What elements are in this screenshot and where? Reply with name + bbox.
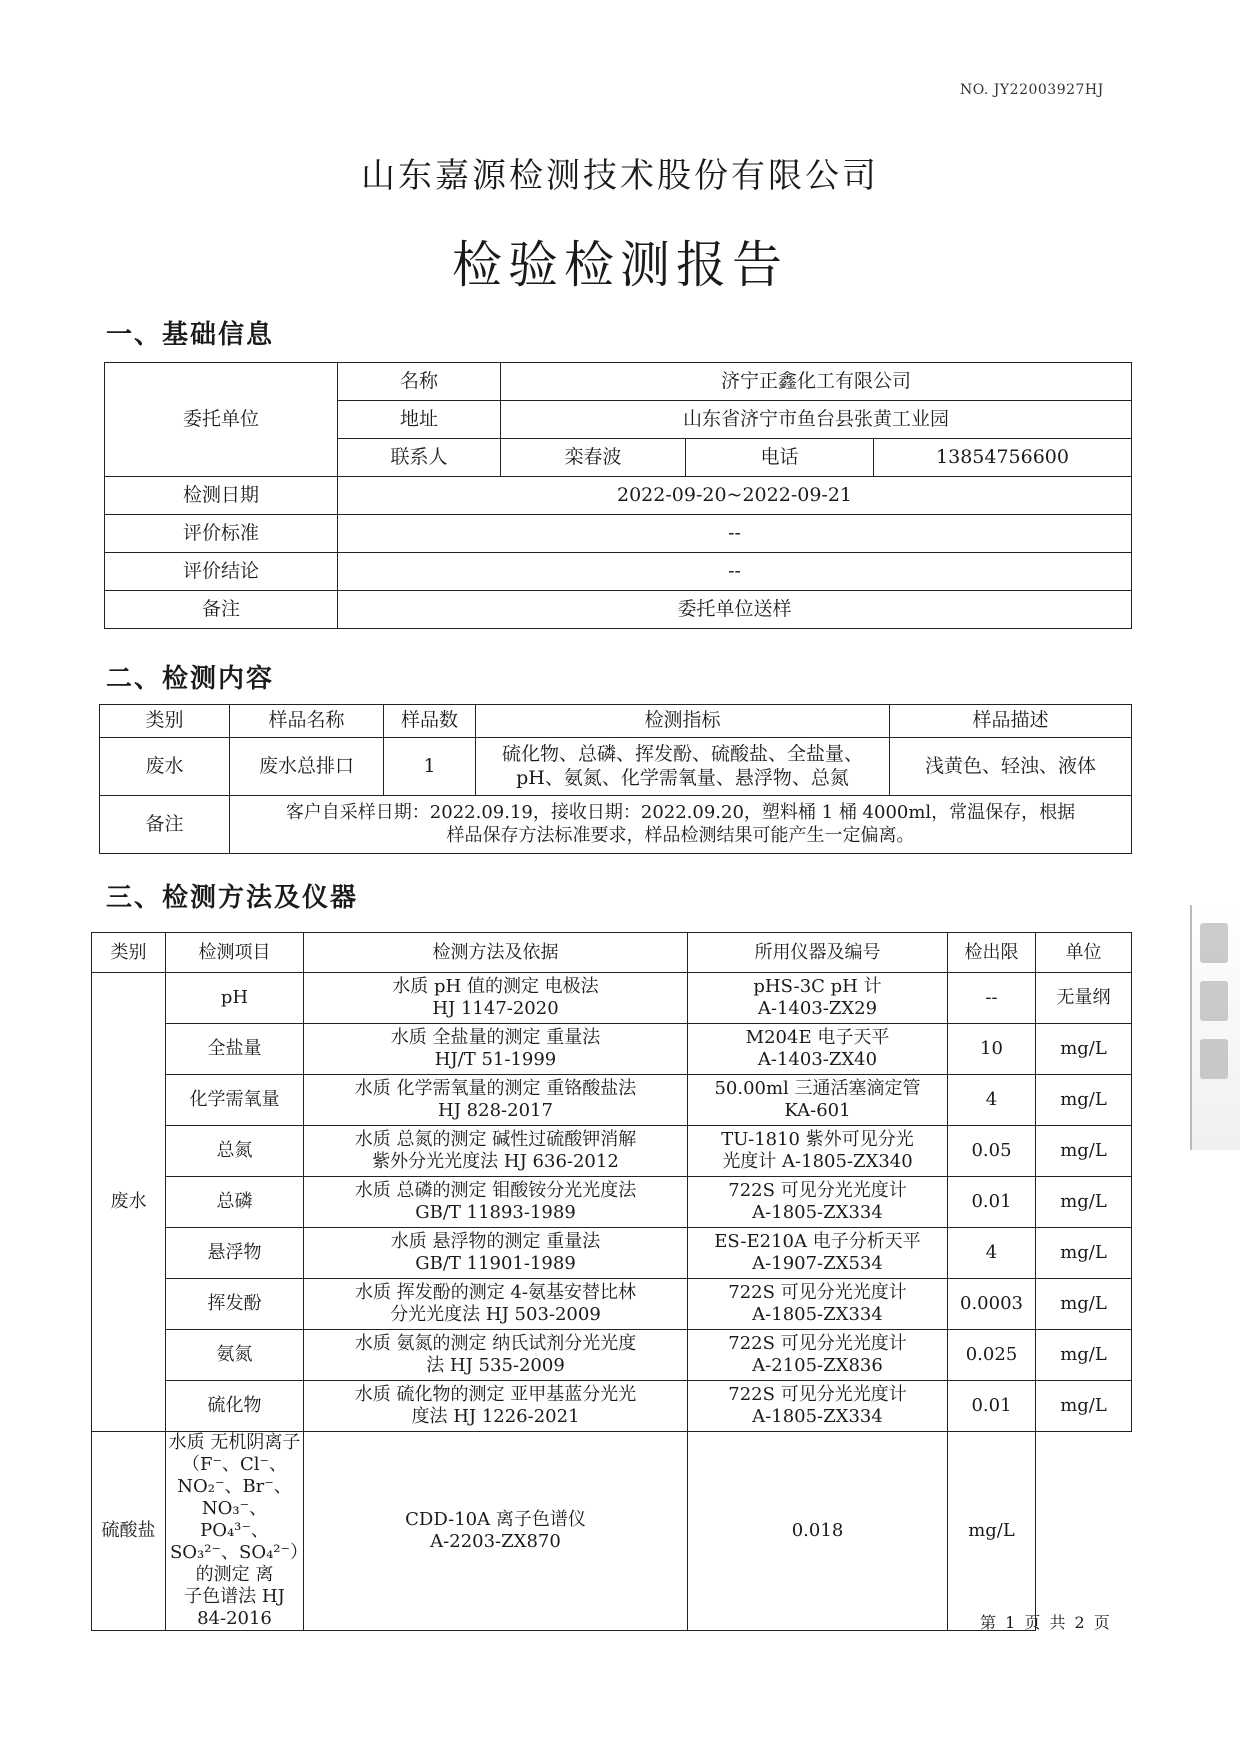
method-line: 水质 氨氮的测定 纳氏试剂分光光度 — [354, 1333, 637, 1355]
method-unit: 无量纲 — [1036, 973, 1132, 1024]
indicators-line-1: 硫化物、总磷、挥发酚、硫酸盐、全盐量、 — [501, 742, 863, 765]
methods-table — [91, 932, 1132, 1631]
content-table — [99, 704, 1132, 854]
content-indicators — [476, 738, 890, 796]
instrument-line: CDD-10A 离子色谱仪 — [405, 1508, 586, 1530]
instrument-line: 50.00ml 三通活塞滴定管 — [714, 1078, 921, 1100]
method-limit: 10 — [948, 1024, 1036, 1075]
methods-header-method: 检测方法及依据 — [304, 933, 688, 973]
contact-value: 栾春波 — [501, 439, 686, 477]
address-value: 山东省济宁市鱼台县张黄工业园 — [501, 401, 1132, 439]
address-label: 地址 — [338, 401, 501, 439]
methods-header-unit: 单位 — [1036, 933, 1132, 973]
method-item: pH — [166, 973, 304, 1024]
instrument-line: 光度计 A-1805-ZX340 — [722, 1151, 913, 1172]
method-standard — [304, 1177, 688, 1228]
method-item: 化学需氧量 — [166, 1075, 304, 1126]
method-line: HJ 828-2017 — [438, 1100, 553, 1121]
instrument-line: A-1805-ZX334 — [752, 1304, 883, 1325]
report-title: 检验检测报告 — [452, 236, 788, 294]
method-standard — [304, 1279, 688, 1330]
method-item: 挥发酚 — [166, 1279, 304, 1330]
method-item: 硫化物 — [166, 1381, 304, 1432]
methods-header-category: 类别 — [92, 933, 166, 973]
method-limit: 0.05 — [948, 1126, 1036, 1177]
method-unit: mg/L — [1036, 1330, 1132, 1381]
instrument-line: 722S 可见分光光度计 — [728, 1333, 907, 1355]
methods-rows — [92, 973, 1132, 1432]
method-limit: -- — [948, 973, 1036, 1024]
contact-label: 联系人 — [338, 439, 501, 477]
method-unit: mg/L — [1036, 1228, 1132, 1279]
method-row — [92, 1177, 1132, 1228]
content-header-count: 样品数 — [384, 705, 476, 738]
method-line: 水质 挥发酚的测定 4-氨基安替比林 — [355, 1282, 636, 1304]
method-category: 废水 — [92, 973, 166, 1432]
methods-header-instrument: 所用仪器及编号 — [688, 933, 948, 973]
edge-stamp-mark — [1190, 905, 1240, 1150]
method-item: 氨氮 — [166, 1330, 304, 1381]
method-line: GB/T 11901-1989 — [415, 1253, 576, 1274]
client-label: 委托单位 — [105, 363, 338, 477]
method-line: 法 HJ 535-2009 — [426, 1355, 565, 1376]
method-standard — [304, 1381, 688, 1432]
method-row — [92, 1330, 1132, 1381]
standard-label: 评价标准 — [105, 515, 338, 553]
method-standard — [304, 1024, 688, 1075]
method-unit: mg/L — [1036, 1126, 1132, 1177]
indicators-line-2: pH、氨氮、化学需氧量、悬浮物、总氮 — [516, 766, 849, 789]
method-line: 子色谱法 HJ 84-2016 — [184, 1585, 285, 1629]
page-number: 第 1 页 共 2 页 — [980, 1613, 1112, 1632]
method-row — [92, 1024, 1132, 1075]
instrument-line: A-1907-ZX534 — [752, 1253, 883, 1274]
method-line: 水质 总氮的测定 碱性过硫酸钾消解 — [354, 1129, 637, 1151]
instrument-line: A-2203-ZX870 — [430, 1530, 561, 1552]
method-line: NO₃⁻、PO₄³⁻、SO₃²⁻、SO₄²⁻）的测定 离 — [169, 1497, 300, 1585]
method-standard — [304, 1228, 688, 1279]
method-line: 水质 全盐量的测定 重量法 — [390, 1027, 601, 1049]
instrument-line: pHS-3C pH 计 — [753, 976, 882, 998]
methods-header-item: 检测项目 — [166, 933, 304, 973]
remark-label: 备注 — [105, 591, 338, 629]
method-standard — [166, 1432, 304, 1631]
method-item: 全盐量 — [166, 1024, 304, 1075]
methods-header-limit: 检出限 — [948, 933, 1036, 973]
method-line: HJ 1147-2020 — [432, 998, 559, 1019]
method-instrument — [688, 1381, 948, 1432]
section-content: 二、检测内容 — [106, 664, 275, 694]
phone-value: 13854756600 — [874, 439, 1132, 477]
method-row — [92, 973, 1132, 1024]
content-remark-line-2: 样品保存方法标准要求，样品检测结果可能产生一定偏离。 — [446, 824, 915, 846]
instrument-line: TU-1810 紫外可见分光 — [721, 1129, 914, 1151]
method-limit: 0.018 — [688, 1432, 948, 1631]
section-methods: 三、检测方法及仪器 — [106, 883, 359, 913]
method-instrument — [688, 1024, 948, 1075]
method-line: HJ/T 51-1999 — [434, 1049, 557, 1070]
method-line: 水质 总磷的测定 钼酸铵分光光度法 — [354, 1180, 637, 1202]
method-instrument — [688, 1330, 948, 1381]
date-label: 检测日期 — [105, 477, 338, 515]
method-instrument — [688, 1279, 948, 1330]
method-limit: 0.01 — [948, 1381, 1036, 1432]
method-row — [92, 1228, 1132, 1279]
method-line: 水质 化学需氧量的测定 重铬酸盐法 — [354, 1078, 637, 1100]
method-line: 水质 pH 值的测定 电极法 — [392, 976, 599, 998]
method-line: 水质 硫化物的测定 亚甲基蓝分光光 — [354, 1384, 637, 1406]
method-standard — [304, 1075, 688, 1126]
basic-info-table — [104, 362, 1132, 629]
company-name: 山东嘉源检测技术股份有限公司 — [361, 156, 879, 196]
method-line: 紫外分光光度法 HJ 636-2012 — [372, 1151, 619, 1172]
method-instrument — [688, 1228, 948, 1279]
method-row — [92, 1126, 1132, 1177]
method-unit: mg/L — [1036, 1177, 1132, 1228]
method-line: 分光光度法 HJ 503-2009 — [390, 1304, 601, 1325]
instrument-line: A-2105-ZX836 — [752, 1355, 883, 1376]
method-instrument — [688, 1126, 948, 1177]
method-line: GB/T 11893-1989 — [415, 1202, 576, 1223]
instrument-line: KA-601 — [784, 1100, 851, 1121]
method-instrument — [304, 1432, 688, 1631]
instrument-line: 722S 可见分光光度计 — [728, 1384, 907, 1406]
method-instrument — [688, 1075, 948, 1126]
conclusion-label: 评价结论 — [105, 553, 338, 591]
date-value: 2022-09-20~2022-09-21 — [338, 477, 1132, 515]
method-unit: mg/L — [1036, 1279, 1132, 1330]
method-unit: mg/L — [1036, 1075, 1132, 1126]
method-instrument — [688, 1177, 948, 1228]
instrument-line: A-1403-ZX29 — [757, 998, 878, 1019]
content-sample-name: 废水总排口 — [230, 738, 384, 796]
method-row — [92, 1381, 1132, 1432]
content-description: 浅黄色、轻浊、液体 — [890, 738, 1132, 796]
instrument-line: 722S 可见分光光度计 — [728, 1180, 907, 1202]
phone-label: 电话 — [686, 439, 874, 477]
instrument-line: M204E 电子天平 — [745, 1027, 890, 1049]
content-remark-line-1: 客户自采样日期：2022.09.19，接收日期：2022.09.20，塑料桶 1 桶 4000ml，常温保存，根据 — [285, 802, 1076, 823]
method-standard — [304, 1126, 688, 1177]
method-limit: 0.0003 — [948, 1279, 1036, 1330]
method-unit: mg/L — [1036, 1381, 1132, 1432]
content-header-description: 样品描述 — [890, 705, 1132, 738]
instrument-line: A-1805-ZX334 — [752, 1202, 883, 1223]
name-label: 名称 — [338, 363, 501, 401]
method-limit: 0.025 — [948, 1330, 1036, 1381]
method-item: 总磷 — [166, 1177, 304, 1228]
instrument-line: 722S 可见分光光度计 — [728, 1282, 907, 1304]
instrument-line: A-1403-ZX40 — [757, 1049, 878, 1070]
content-category: 废水 — [100, 738, 230, 796]
content-remark — [230, 796, 1132, 854]
method-line: 水质 无机阴离子（F⁻、Cl⁻、NO₂⁻、Br⁻、 — [168, 1432, 301, 1497]
method-limit: 0.01 — [948, 1177, 1036, 1228]
content-header-category: 类别 — [100, 705, 230, 738]
name-value: 济宁正鑫化工有限公司 — [501, 363, 1132, 401]
content-remark-label: 备注 — [100, 796, 230, 854]
conclusion-value: -- — [338, 553, 1132, 591]
method-row — [92, 1075, 1132, 1126]
standard-value: -- — [338, 515, 1132, 553]
method-row — [92, 1279, 1132, 1330]
content-header-sample-name: 样品名称 — [230, 705, 384, 738]
method-instrument — [688, 973, 948, 1024]
instrument-line: A-1805-ZX334 — [752, 1406, 883, 1427]
report-number: NO. JY22003927HJ — [960, 82, 1104, 98]
method-item: 硫酸盐 — [92, 1432, 166, 1631]
section-basic-info: 一、基础信息 — [106, 320, 275, 350]
method-line: 度法 HJ 1226-2021 — [411, 1406, 580, 1427]
remark-value: 委托单位送样 — [338, 591, 1132, 629]
content-header-indicators: 检测指标 — [476, 705, 890, 738]
method-unit: mg/L — [1036, 1024, 1132, 1075]
method-line: 水质 悬浮物的测定 重量法 — [390, 1231, 601, 1253]
method-standard — [304, 1330, 688, 1381]
content-count: 1 — [384, 738, 476, 796]
method-unit: mg/L — [948, 1432, 1036, 1631]
method-item: 悬浮物 — [166, 1228, 304, 1279]
method-limit: 4 — [948, 1075, 1036, 1126]
method-limit: 4 — [948, 1228, 1036, 1279]
method-standard — [304, 973, 688, 1024]
instrument-line: ES-E210A 电子分析天平 — [714, 1231, 921, 1253]
method-item: 总氮 — [166, 1126, 304, 1177]
